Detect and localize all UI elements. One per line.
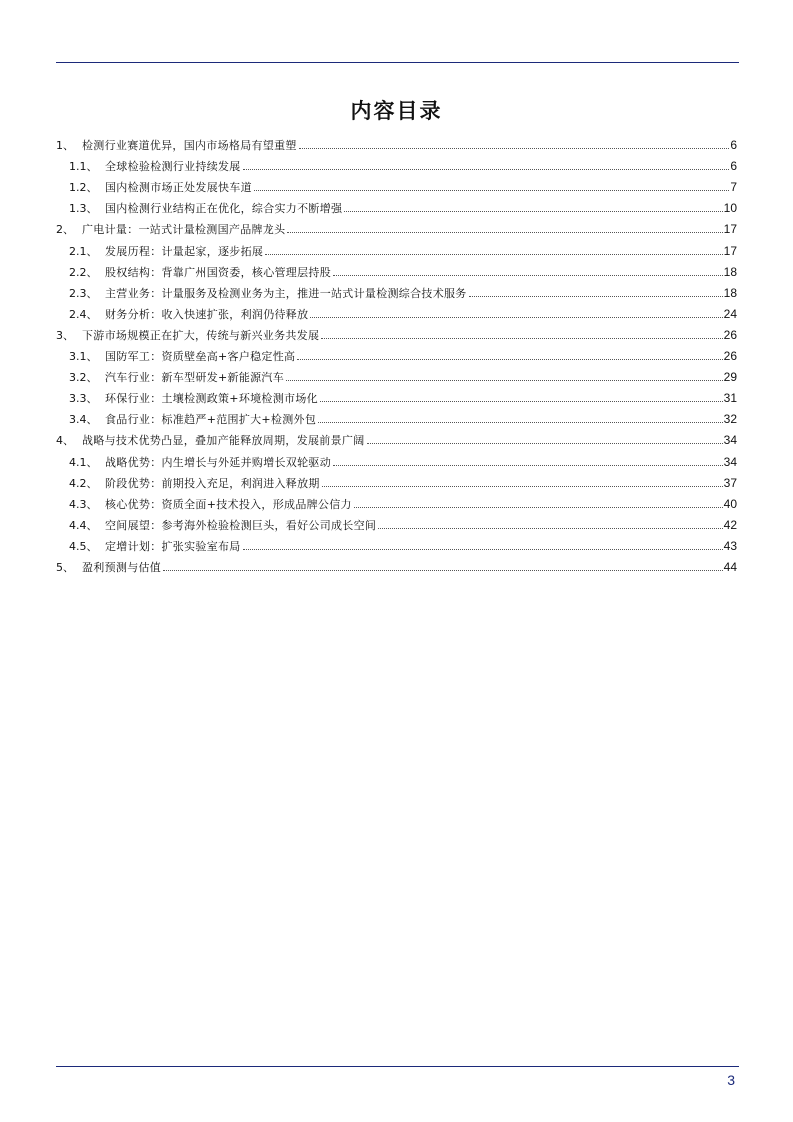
- toc-entry-title: 汽车行业：新车型研发+新能源汽车: [105, 371, 285, 385]
- toc-entry-title: 战略优势：内生增长与外延并购增长双轮驱动: [105, 455, 331, 469]
- toc-entry-number: 2.3、: [69, 286, 98, 300]
- toc-entry[interactable]: [56, 363, 737, 384]
- toc-entry-number: 4.2、: [69, 476, 98, 490]
- toc-entry-number: 3、: [56, 328, 74, 342]
- toc-entry-number: 1、: [56, 139, 74, 153]
- toc-dot-leader: [333, 465, 723, 466]
- toc-entry-title: 战略与技术优势凸显，叠加产能释放周期，发展前景广阔: [82, 434, 365, 448]
- toc-entry-page: 7: [730, 180, 737, 195]
- toc-entry-number: 4.4、: [69, 518, 98, 532]
- toc-entry[interactable]: [56, 553, 737, 574]
- toc-entry-number: 3.2、: [69, 371, 98, 385]
- footer-rule: [56, 1066, 739, 1067]
- toc-entry-title: 国内检测行业结构正在优化，综合实力不断增强: [105, 202, 343, 216]
- toc-dot-leader: [322, 486, 723, 487]
- toc-dot-leader: [287, 232, 722, 233]
- toc-entry-page: 26: [723, 349, 737, 364]
- toc-dot-leader: [367, 443, 723, 444]
- toc-title: 内容目录: [350, 98, 443, 123]
- toc-entry-number: 1.2、: [69, 181, 98, 195]
- toc-entry-title: 检测行业赛道优异，国内市场格局有望重塑: [82, 139, 297, 153]
- toc-entry-number: 5、: [56, 560, 74, 574]
- toc-dot-leader: [310, 317, 722, 318]
- toc-entry[interactable]: [56, 131, 737, 152]
- toc-entry[interactable]: [56, 300, 737, 321]
- toc-entry-page: 32: [723, 412, 737, 427]
- toc-dot-leader: [297, 359, 722, 360]
- toc-entry-number: 1.3、: [69, 202, 98, 216]
- toc-entry[interactable]: [56, 173, 737, 194]
- toc-entry-title: 盈利预测与估值: [82, 560, 162, 574]
- toc-entry[interactable]: [56, 258, 737, 279]
- toc-entry-page: 6: [730, 138, 737, 153]
- toc-entry-title: 空间展望：参考海外检验检测巨头，看好公司成长空间: [105, 518, 377, 532]
- toc-entry[interactable]: [56, 447, 737, 468]
- toc-entry-number: 4.5、: [69, 539, 98, 553]
- toc-entry-page: 42: [723, 517, 737, 532]
- toc-entry[interactable]: [56, 215, 737, 236]
- toc-entry-number: 2.4、: [69, 307, 98, 321]
- toc-entry-title: 财务分析：收入快速扩张，利润仍待释放: [105, 307, 309, 321]
- toc-dot-leader: [320, 401, 723, 402]
- toc-entry-page: 17: [723, 222, 737, 237]
- toc-entry-page: 31: [723, 391, 737, 406]
- toc-entry-page: 10: [723, 201, 737, 216]
- toc-entry[interactable]: [56, 279, 737, 300]
- toc-dot-leader: [265, 254, 722, 255]
- toc-dot-leader: [354, 507, 723, 508]
- toc-dot-leader: [243, 169, 730, 170]
- toc-entry-page: 40: [723, 496, 737, 511]
- toc-entry-page: 24: [723, 306, 737, 321]
- toc-entry[interactable]: [56, 405, 737, 426]
- toc-entry-page: 29: [723, 370, 737, 385]
- toc-dot-leader: [299, 148, 730, 149]
- toc-entry[interactable]: [56, 342, 737, 363]
- toc-entry[interactable]: [56, 532, 737, 553]
- toc-entry[interactable]: [56, 236, 737, 257]
- toc-entry[interactable]: [56, 194, 737, 215]
- toc-entry-number: 4.3、: [69, 497, 98, 511]
- toc-entry[interactable]: [56, 511, 737, 532]
- toc-entry-title: 全球检验检测行业持续发展: [105, 160, 241, 174]
- toc-dot-leader: [243, 549, 723, 550]
- toc-entry-page: 44: [723, 559, 737, 574]
- toc-entry-page: 6: [730, 159, 737, 174]
- toc-entry-title: 主营业务：计量服务及检测业务为主，推进一站式计量检测综合技术服务: [105, 286, 467, 300]
- toc-entry-title: 国防军工：资质壁垒高+客户稳定性高: [105, 350, 296, 364]
- toc-entry[interactable]: [56, 384, 737, 405]
- toc-dot-leader: [333, 275, 723, 276]
- toc-entry-page: 17: [723, 243, 737, 258]
- toc-entry-number: 2、: [56, 223, 74, 237]
- toc-entry-number: 3.3、: [69, 392, 98, 406]
- toc-dot-leader: [163, 570, 723, 571]
- page-number: 3: [727, 1072, 735, 1088]
- toc-entry-title: 股权结构：背靠广州国资委，核心管理层持股: [105, 265, 331, 279]
- toc-entry[interactable]: [56, 152, 737, 173]
- toc-dot-leader: [286, 380, 723, 381]
- toc-entry[interactable]: [56, 490, 737, 511]
- toc-entry-title: 发展历程：计量起家，逐步拓展: [105, 244, 264, 258]
- toc-entry-number: 2.2、: [69, 265, 98, 279]
- header-rule: [56, 62, 739, 63]
- toc-entry-page: 26: [723, 327, 737, 342]
- table-of-contents: [56, 131, 737, 574]
- toc-entry-page: 18: [723, 264, 737, 279]
- toc-entry-title: 阶段优势：前期投入充足，利润进入释放期: [105, 476, 320, 490]
- toc-entry-page: 37: [723, 475, 737, 490]
- toc-entry-number: 2.1、: [69, 244, 98, 258]
- toc-entry-title: 广电计量：一站式计量检测国产品牌龙头: [82, 223, 286, 237]
- toc-dot-leader: [378, 528, 722, 529]
- toc-dot-leader: [318, 422, 723, 423]
- toc-dot-leader: [469, 296, 723, 297]
- toc-dot-leader: [254, 190, 729, 191]
- toc-entry-title: 下游市场规模正在扩大，传统与新兴业务共发展: [82, 328, 320, 342]
- toc-entry[interactable]: [56, 426, 737, 447]
- toc-entry-number: 1.1、: [69, 160, 98, 174]
- toc-entry-number: 3.1、: [69, 350, 98, 364]
- toc-dot-leader: [344, 211, 722, 212]
- toc-entry[interactable]: [56, 469, 737, 490]
- toc-entry-page: 34: [723, 454, 737, 469]
- toc-entry-title: 食品行业：标准趋严+范围扩大+检测外包: [105, 413, 317, 427]
- toc-entry-number: 4、: [56, 434, 74, 448]
- toc-entry[interactable]: [56, 321, 737, 342]
- toc-entry-page: 18: [723, 285, 737, 300]
- toc-entry-page: 34: [723, 433, 737, 448]
- toc-entry-title: 定增计划：扩张实验室布局: [105, 539, 241, 553]
- toc-entry-number: 4.1、: [69, 455, 98, 469]
- toc-dot-leader: [321, 338, 722, 339]
- toc-entry-page: 43: [723, 538, 737, 553]
- toc-entry-title: 国内检测市场正处发展快车道: [105, 181, 252, 195]
- toc-entry-number: 3.4、: [69, 413, 98, 427]
- toc-entry-title: 核心优势：资质全面+技术投入，形成品牌公信力: [105, 497, 352, 511]
- toc-entry-title: 环保行业：土壤检测政策+环境检测市场化: [105, 392, 318, 406]
